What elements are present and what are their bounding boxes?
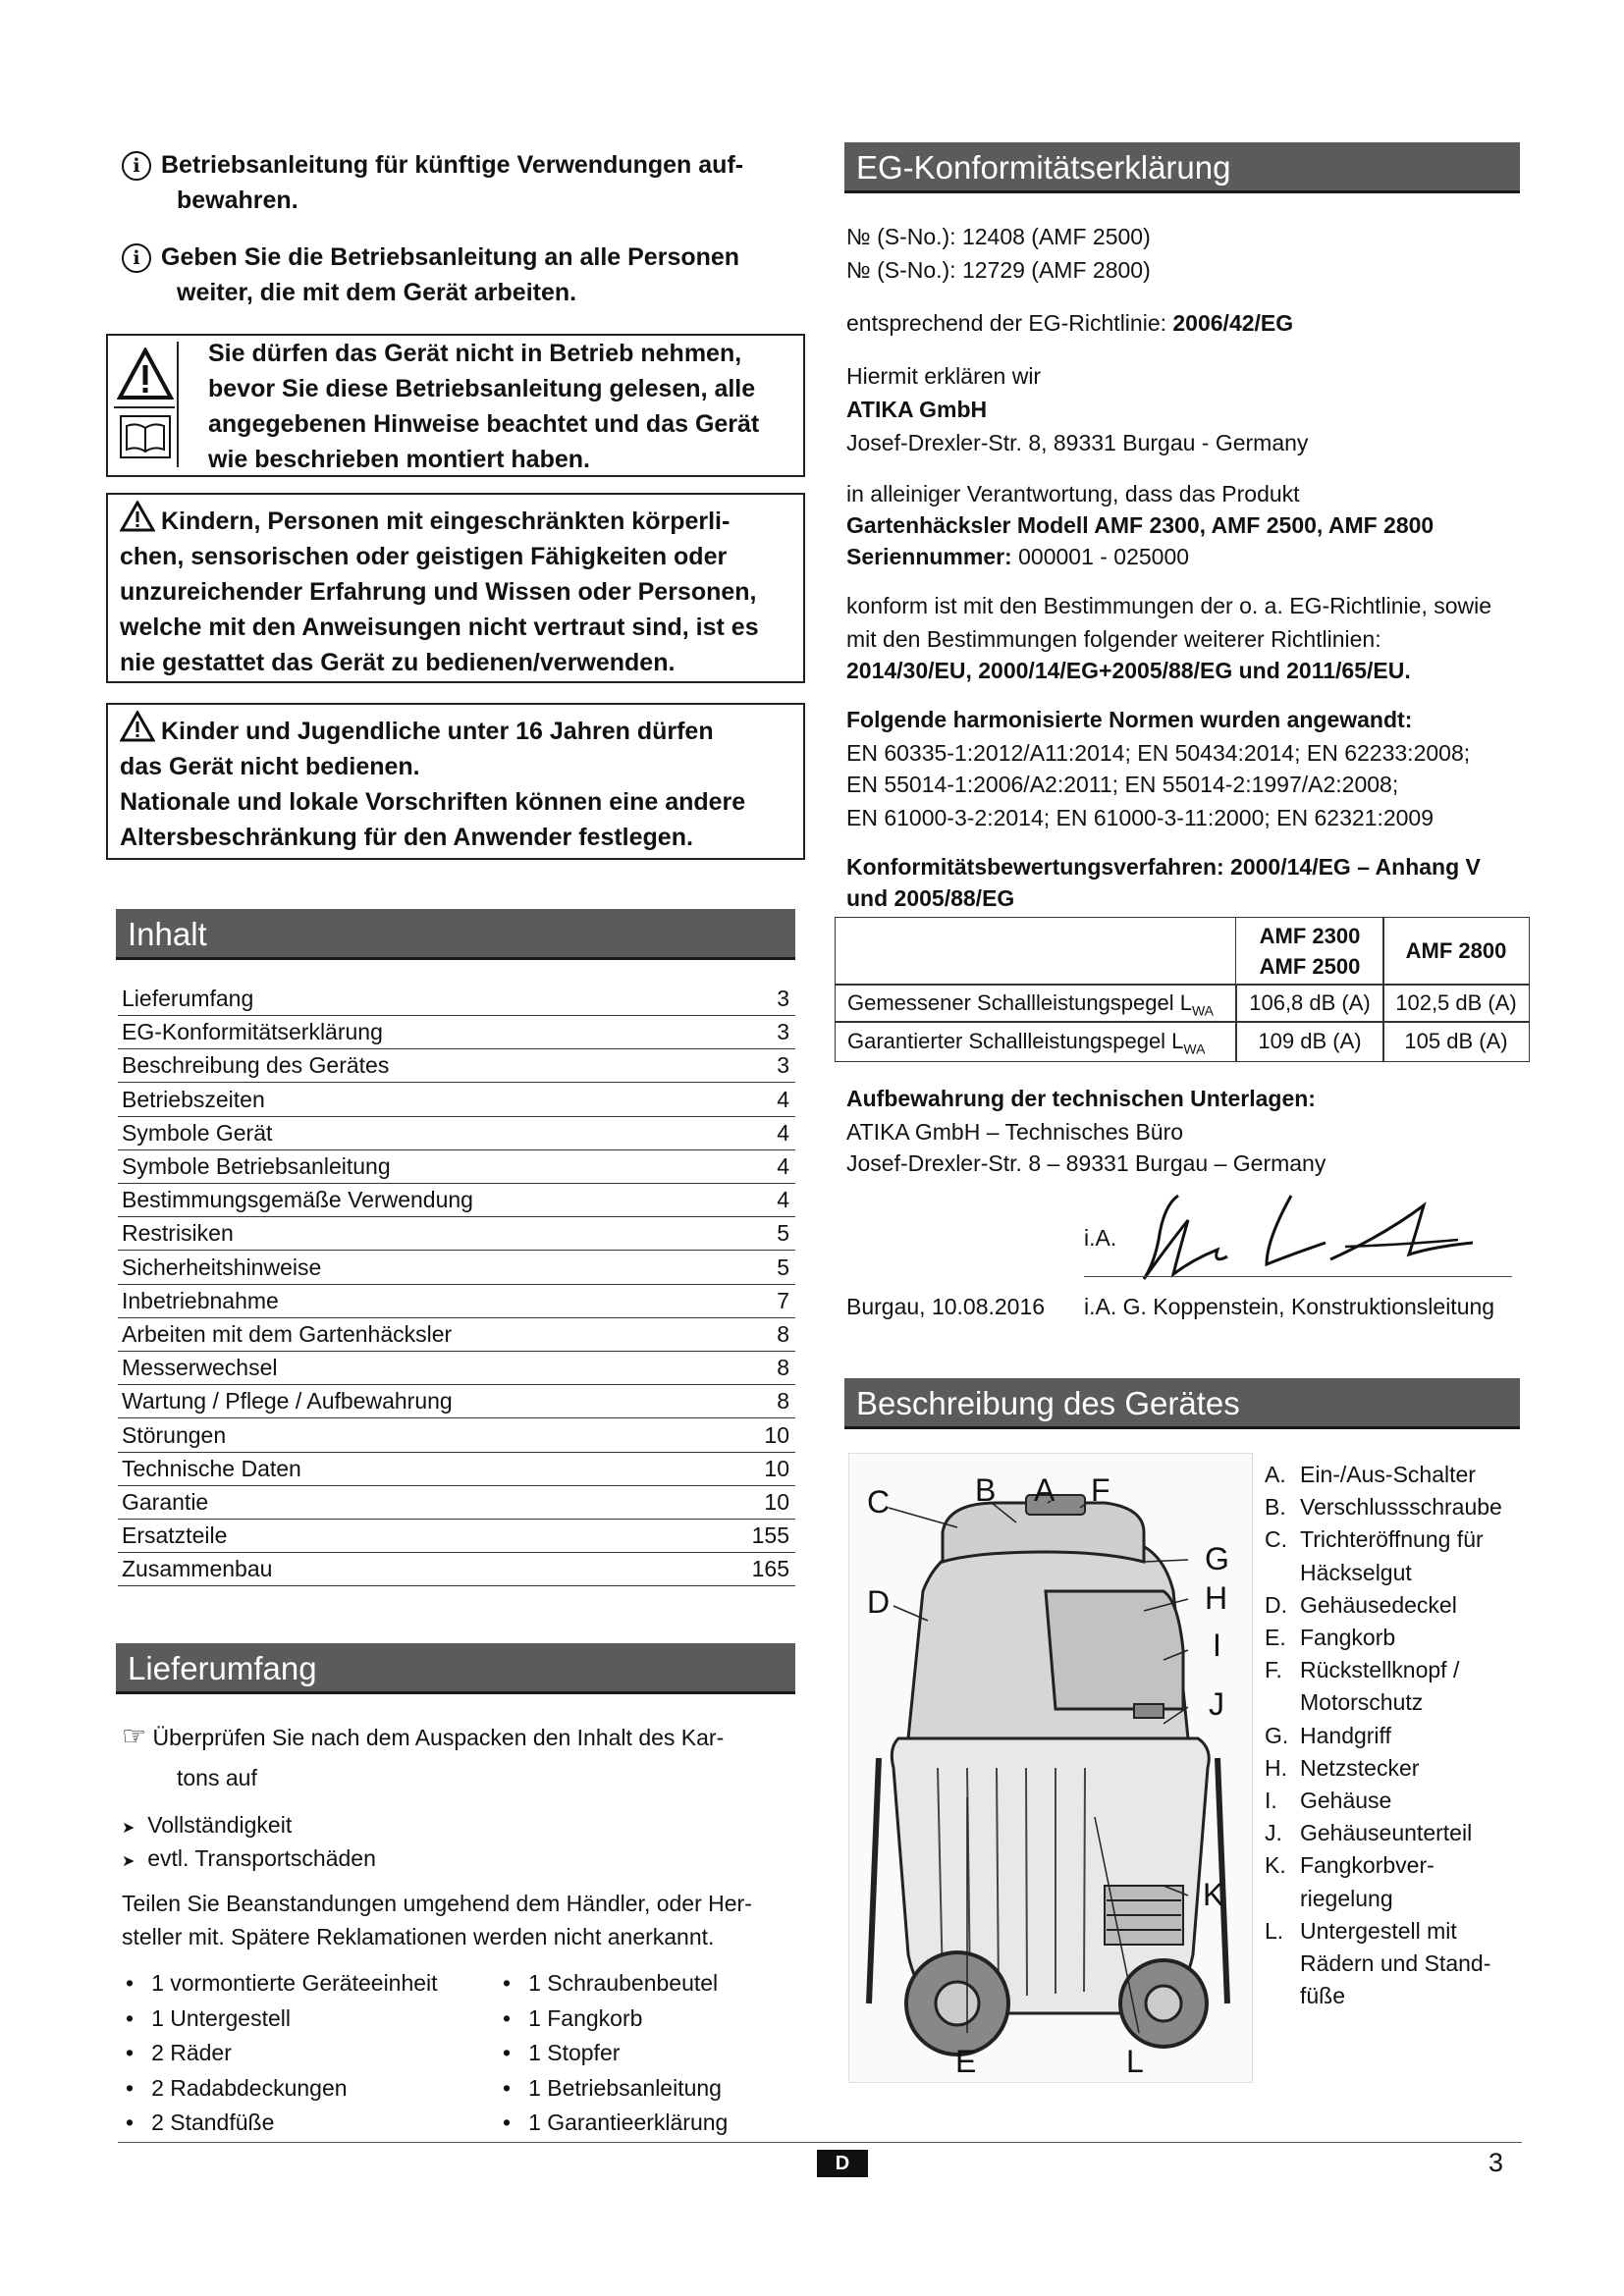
signer-name: i.A. G. Koppenstein, Konstruktionsleitung <box>1084 1294 1495 1319</box>
legend-item: riegelung <box>1300 1885 1393 1911</box>
toc-page: 4 <box>777 1187 789 1213</box>
delivery-item: • 1 Fangkorb <box>503 2004 643 2031</box>
toc-row <box>118 1183 795 1217</box>
norms-line: EN 55014-1:2006/A2:2011; EN 55014-2:1997/A2:2008; <box>846 772 1399 797</box>
toc-header: Inhalt <box>116 909 795 960</box>
language-badge: D <box>817 2150 868 2177</box>
toc-page: 4 <box>777 1086 789 1112</box>
toc-label: Technische Daten <box>122 1455 301 1481</box>
declare-line: Hiermit erklären wir <box>846 363 1042 389</box>
table-row-guaranteed-label: Garantierter Schallleistungspegel $L_{WA}$ <box>835 1021 1237 1062</box>
toc-page: 3 <box>777 986 789 1011</box>
signature-line <box>1084 1276 1512 1277</box>
toc-row <box>118 1116 795 1150</box>
arrow-bullet-icon: ➤ <box>122 1853 135 1870</box>
table-row-guaranteed-v2: 105 dB (A) <box>1382 1021 1530 1062</box>
bullet-icon: • <box>503 2074 512 2101</box>
storage-title: Aufbewahrung der technischen Unterlagen: <box>846 1086 1316 1111</box>
toc-label: Wartung / Pflege / Aufbewahrung <box>122 1388 453 1415</box>
bullet-icon: • <box>126 2040 135 2065</box>
warning-read-manual-box <box>106 334 805 477</box>
legend-item: Motorschutz <box>1300 1689 1424 1716</box>
toc-row <box>118 1216 795 1251</box>
toc-page: 4 <box>777 1119 789 1146</box>
toc-page: 5 <box>777 1254 789 1280</box>
toc-page: 4 <box>777 1153 789 1179</box>
legend-item: F. Rückstellknopf / <box>1265 1657 1460 1683</box>
conformity-header: EG-Konformitätserklärung <box>844 142 1520 193</box>
toc-label: Betriebszeiten <box>122 1086 265 1112</box>
legend-item: Rädern und Stand- <box>1300 1950 1491 1976</box>
toc-page: 155 <box>751 1522 789 1549</box>
figure-label-d: D <box>867 1584 891 1620</box>
figure-label-l: L <box>1126 2044 1144 2079</box>
info-icon: i <box>122 151 151 181</box>
toc-row <box>118 1384 795 1418</box>
delivery-item: • 1 Garantieerklärung <box>503 2109 729 2135</box>
figure-label-a: A <box>1034 1472 1056 1508</box>
pointing-hand-icon: ☞ <box>122 1721 147 1751</box>
delivery-item: • 2 Standfüße <box>126 2109 275 2135</box>
note-1: i Betriebsanleitung für künftige Verwendungen auf- <box>122 147 799 183</box>
procedure-line-2: und 2005/88/EG <box>846 885 1015 911</box>
legend-item: B. Verschlussschraube <box>1265 1494 1502 1521</box>
toc-row <box>118 1519 795 1553</box>
toc-row <box>118 1485 795 1520</box>
legend-item: Häckselgut <box>1300 1559 1412 1585</box>
toc-label: Garantie <box>122 1489 209 1515</box>
toc-row <box>118 1083 795 1117</box>
figure-label-h: H <box>1205 1580 1228 1616</box>
check-item: ➤ evtl. Transportschäden <box>122 1845 376 1871</box>
warning-read-manual-text: Sie dürfen das Gerät nicht in Betrieb nehmen, bevor Sie diese Betriebsanleitung gelesen, alle angegebenen Hinweise beachtet und das Gerät wie beschrieben montiert haben. <box>208 340 760 473</box>
figure-label-e: E <box>955 2044 977 2079</box>
toc-row <box>118 1452 795 1486</box>
warning-triangle-icon <box>117 347 174 400</box>
delivery-item: • 1 Betriebsanleitung <box>503 2074 722 2101</box>
toc-page: 8 <box>777 1355 789 1381</box>
toc-page: 8 <box>777 1388 789 1415</box>
toc-row <box>118 1048 795 1083</box>
place-date: Burgau, 10.08.2016 <box>846 1294 1046 1319</box>
bullet-icon: • <box>126 2074 135 2101</box>
storage-line-2: Josef-Drexler-Str. 8 – 89331 Burgau – Germany <box>846 1150 1326 1176</box>
bullet-icon: • <box>503 1970 512 1996</box>
toc-page: 165 <box>751 1556 789 1582</box>
warning-age-box: Kinder und Jugendliche unter 16 Jahren dürfen das Gerät nicht bedienen. Nationale und lokale Vorschriften können eine andere Altersbeschränkung für den Anwender festlegen. <box>106 703 805 860</box>
description-header: Beschreibung des Gerätes <box>844 1378 1520 1429</box>
conform-line-3: 2014/30/EU, 2000/14/EG+2005/88/EG und 2011/65/EU. <box>846 658 1411 683</box>
toc-label: Sicherheitshinweise <box>122 1254 322 1280</box>
toc-row <box>118 1284 795 1318</box>
toc-page: 10 <box>764 1421 789 1448</box>
toc-row <box>118 1149 795 1184</box>
check-item: ➤ Vollständigkeit <box>122 1812 293 1838</box>
table-header-amf2300-2500: AMF 2300 AMF 2500 <box>1235 917 1384 986</box>
storage-line-1: ATIKA GmbH – Technisches Büro <box>846 1119 1184 1145</box>
toc-label: Ersatzteile <box>122 1522 228 1549</box>
delivery-item: • 1 Schraubenbeutel <box>503 1970 719 1996</box>
footer-rule <box>118 2142 1522 2143</box>
signature <box>1119 1186 1492 1304</box>
legend-item: G. Handgriff <box>1265 1722 1391 1748</box>
toc-row <box>118 1351 795 1385</box>
lieferumfang-header: Lieferumfang <box>116 1643 795 1694</box>
serial-range: Seriennummer: 000001 - 025000 <box>846 544 1190 569</box>
toc-row <box>118 982 795 1016</box>
toc-label: Störungen <box>122 1421 227 1448</box>
toc-label: Restrisiken <box>122 1220 234 1247</box>
delivery-item: • 1 vormontierte Geräteeinheit <box>126 1970 438 1996</box>
directive-line: entsprechend der EG-Richtlinie: 2006/42/EG <box>846 310 1294 336</box>
toc-page: 7 <box>777 1287 789 1313</box>
toc-row <box>118 1317 795 1352</box>
warning-icon-column <box>114 342 179 467</box>
product-line: Gartenhäcksler Modell AMF 2300, AMF 2500, AMF 2800 <box>846 512 1435 538</box>
info-icon: i <box>122 243 151 273</box>
toc-label: Symbole Gerät <box>122 1119 273 1146</box>
table-header-amf2800: AMF 2800 <box>1382 917 1530 986</box>
bullet-icon: • <box>503 2109 512 2135</box>
legend-item: I. Gehäuse <box>1265 1788 1392 1813</box>
book-icon <box>117 412 174 461</box>
legend-item: E. Fangkorb <box>1265 1625 1396 1650</box>
company-name: ATIKA GmbH <box>846 397 988 422</box>
figure-label-g: G <box>1205 1541 1229 1576</box>
table-row-measured-label: Gemessener Schallleistungspegel $L_{WA}$ <box>835 984 1237 1023</box>
table-row-measured-v2: 102,5 dB (A) <box>1382 984 1530 1023</box>
legend-item: J. Gehäuseunterteil <box>1265 1820 1473 1846</box>
figure-label-i: I <box>1213 1628 1221 1663</box>
toc-label: Bestimmungsgemäße Verwendung <box>122 1187 473 1213</box>
device-diagram <box>848 1453 1253 2083</box>
toc-row <box>118 1552 795 1586</box>
note-1-cont: bewahren. <box>177 187 298 214</box>
table-corner <box>835 917 1237 986</box>
responsibility-line: in alleiniger Verantwortung, dass das Produkt <box>846 481 1300 507</box>
toc-label: Messerwechsel <box>122 1355 278 1381</box>
toc-label: Symbole Betriebsanleitung <box>122 1153 391 1179</box>
delivery-item: • 2 Radabdeckungen <box>126 2074 348 2101</box>
delivery-item: • 1 Stopfer <box>503 2040 621 2065</box>
toc-row <box>118 1418 795 1453</box>
bullet-icon: • <box>503 2004 512 2031</box>
bullet-icon: • <box>126 2004 135 2031</box>
norms-line: EN 60335-1:2012/A11:2014; EN 50434:2014; EN 62233:2008; <box>846 740 1471 766</box>
toc-page: 5 <box>777 1220 789 1247</box>
company-address: Josef-Drexler-Str. 8, 89331 Burgau - Germany <box>846 430 1309 455</box>
serial-number-2: № (S-No.): 12729 (AMF 2800) <box>846 257 1151 283</box>
complaint-text: Teilen Sie Beanstandungen umgehend dem Händler, oder Her- <box>122 1891 752 1916</box>
toc-page: 3 <box>777 1019 789 1045</box>
note-2: i Geben Sie die Betriebsanleitung an alle Personen <box>122 240 799 275</box>
toc-label: EG-Konformitätserklärung <box>122 1019 383 1045</box>
bullet-icon: • <box>503 2040 512 2065</box>
figure-label-b: B <box>975 1472 997 1508</box>
toc-row <box>118 1251 795 1285</box>
bullet-icon: • <box>126 1970 135 1996</box>
toc-page: 8 <box>777 1321 789 1347</box>
toc-label: Zusammenbau <box>122 1556 273 1582</box>
legend-item: A. Ein-/Aus-Schalter <box>1265 1462 1476 1487</box>
toc-label: Arbeiten mit dem Gartenhäcksler <box>122 1321 453 1347</box>
toc-row <box>118 1015 795 1049</box>
procedure-line-1: Konformitätsbewertungsverfahren: 2000/14/EG – Anhang V <box>846 854 1481 880</box>
figure-label-j: J <box>1209 1686 1224 1722</box>
legend-item: K. Fangkorbver- <box>1265 1852 1435 1879</box>
check-instruction: ☞ Überprüfen Sie nach dem Auspacken den Inhalt des Kar- <box>122 1721 725 1751</box>
conform-line-2: mit den Bestimmungen folgender weiterer Richtlinien: <box>846 626 1381 652</box>
figure-label-f: F <box>1091 1472 1110 1508</box>
warning-children-box: Kindern, Personen mit eingeschränkten körperli- chen, sensorischen oder geistigen Fähigkeiten oder unzureichender Erfahrung und Wissen oder Personen, welche mit den Anweisungen nicht vertraut sind, ist es nie gestattet das Gerät zu bedienen/verwenden. <box>106 493 805 683</box>
toc-page: 10 <box>764 1489 789 1515</box>
page-number: 3 <box>1489 2148 1504 2177</box>
toc-label: Beschreibung des Gerätes <box>122 1052 390 1079</box>
warning-triangle-icon <box>120 501 155 532</box>
delivery-item: • 1 Untergestell <box>126 2004 291 2031</box>
legend-item: H. Netzstecker <box>1265 1754 1420 1781</box>
check-instruction-cont: tons auf <box>177 1765 257 1790</box>
figure-label-c: C <box>867 1484 891 1520</box>
legend-item: füße <box>1300 1983 1346 2009</box>
bullet-icon: • <box>126 2109 135 2135</box>
warning-triangle-icon <box>120 711 155 742</box>
figure-label-k: K <box>1203 1877 1224 1912</box>
norms-title: Folgende harmonisierte Normen wurden angewandt: <box>846 707 1413 732</box>
legend-item: C. Trichteröffnung für <box>1265 1526 1484 1553</box>
legend-item: D. Gehäusedeckel <box>1265 1591 1457 1618</box>
legend-item: L. Untergestell mit <box>1265 1917 1457 1944</box>
complaint-text-cont: steller mit. Spätere Reklamationen werden nicht anerkannt. <box>122 1924 715 1949</box>
toc-label: Lieferumfang <box>122 986 254 1011</box>
conform-line-1: konform ist mit den Bestimmungen der o. a. EG-Richtlinie, sowie <box>846 593 1492 618</box>
toc-page: 10 <box>764 1455 789 1481</box>
table-row-measured-v1: 106,8 dB (A) <box>1235 984 1384 1023</box>
arrow-bullet-icon: ➤ <box>122 1820 135 1837</box>
delivery-item: • 2 Räder <box>126 2040 232 2065</box>
toc-page: 3 <box>777 1052 789 1079</box>
toc-label: Inbetriebnahme <box>122 1287 279 1313</box>
norms-line: EN 61000-3-2:2014; EN 61000-3-11:2000; EN 62321:2009 <box>846 805 1435 830</box>
ia-label: i.A. <box>1084 1225 1117 1251</box>
table-row-guaranteed-v1: 109 dB (A) <box>1235 1021 1384 1062</box>
serial-number-1: № (S-No.): 12408 (AMF 2500) <box>846 224 1151 249</box>
note-2-cont: weiter, die mit dem Gerät arbeiten. <box>177 279 577 306</box>
